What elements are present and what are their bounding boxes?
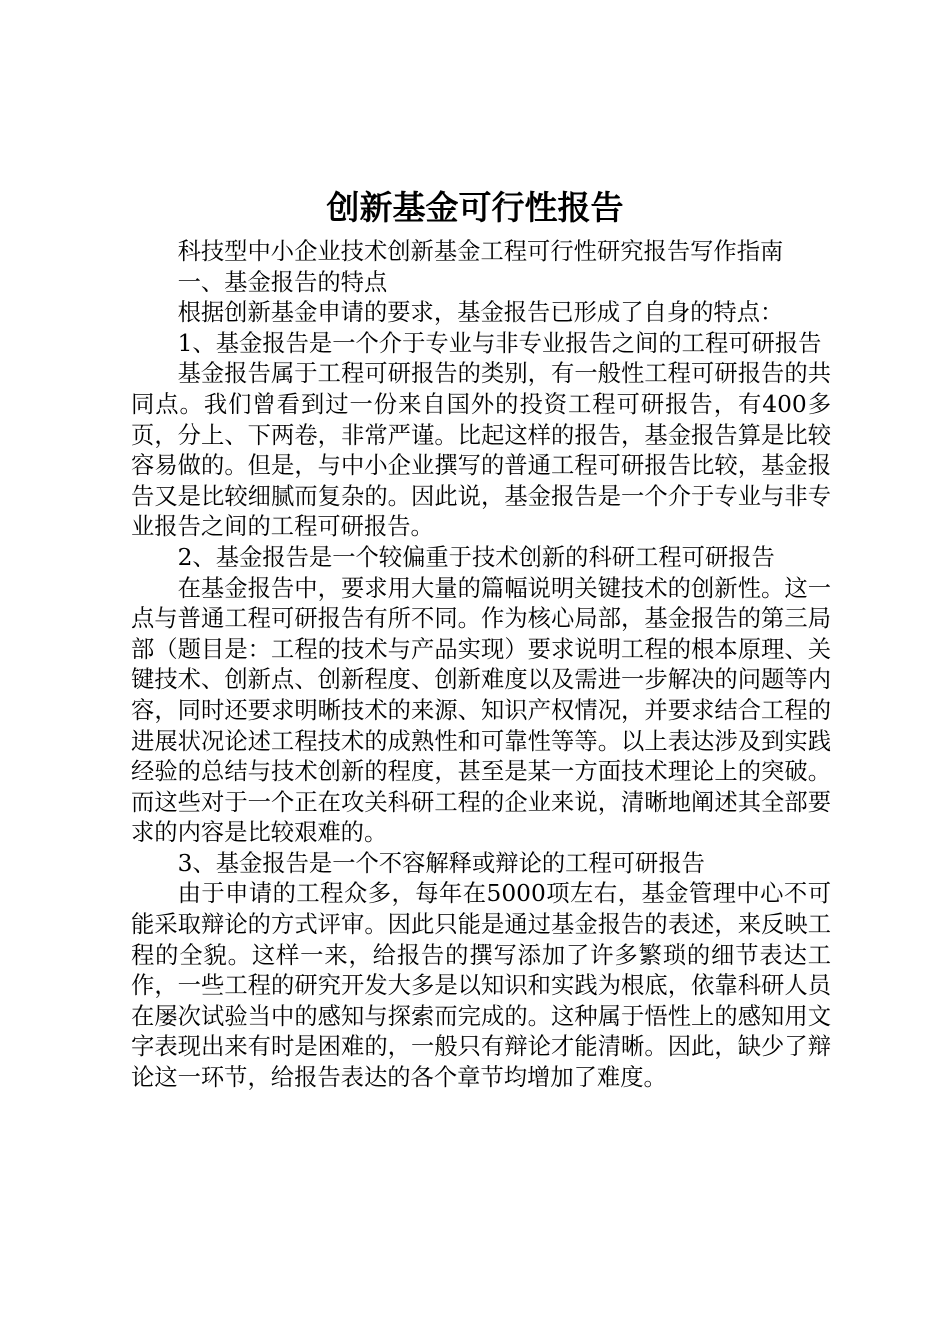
- paragraph: 由于申请的工程众多，每年在5000项左右，基金管理中心不可能采取辩论的方式评审。因此只能是通过基金报告的表述，来反映工程的全貌。这样一来，给报告的撰写添加了许多繁琐的细节表达工作，一些工程的研究开发大多是以知识和实践为根底，依靠科研人员在屡次试验当中的感知与探索而完成的。这种属于悟性上的感知用文字表现出来有时是困难的，一般只有辩论才能清晰。因此，缺少了辩论这一环节，给报告表达的各个章节均增加了难度。: [131, 880, 831, 1092]
- point-heading-3: 3、基金报告是一个不容解释或辩论的工程可研报告: [177, 849, 705, 877]
- paragraph-subtitle: 科技型中小企业技术创新基金工程可行性研究报告写作指南: [177, 238, 784, 265]
- section-heading: 一、基金报告的特点: [177, 268, 388, 296]
- paragraph: 根据创新基金申请的要求，基金报告已形成了自身的特点：: [177, 299, 784, 327]
- document-title: 创新基金可行性报告: [326, 188, 624, 227]
- paragraph: 基金报告属于工程可研报告的类别，有一般性工程可研报告的共同点。我们曾看到过一份来自国外的投资工程可研报告，有400多页，分上、下两卷，非常严谨。比起这样的报告，基金报告算是比较容易做的。但是，与中小企业撰写的普通工程可研报告比较，基金报告又是比较细腻而复杂的。因此说，基金报告是一个介于专业与非专业报告之间的工程可研报告。: [131, 360, 831, 541]
- document-body: [131, 237, 831, 1094]
- paragraph: 在基金报告中，要求用大量的篇幅说明关键技术的创新性。这一点与普通工程可研报告有所不同。作为核心局部，基金报告的第三局部（题目是：工程的技术与产品实现）要求说明工程的根本原理、关键技术、创新点、创新程度、创新难度以及需进一步解决的问题等内容，同时还要求明晰技术的来源、知识产权情况，并要求结合工程的进展状况论述工程技术的成熟性和可靠性等等。以上表达涉及到实践经验的总结与技术创新的程度，甚至是某一方面技术理论上的突破。而这些对于一个正在攻关科研工程的企业来说，清晰地阐述其全部要求的内容是比较艰难的。: [131, 574, 831, 847]
- point-heading-1: 1、基金报告是一个介于专业与非专业报告之间的工程可研报告: [177, 329, 822, 357]
- point-heading-2: 2、基金报告是一个较偏重于技术创新的科研工程可研报告: [177, 543, 775, 571]
